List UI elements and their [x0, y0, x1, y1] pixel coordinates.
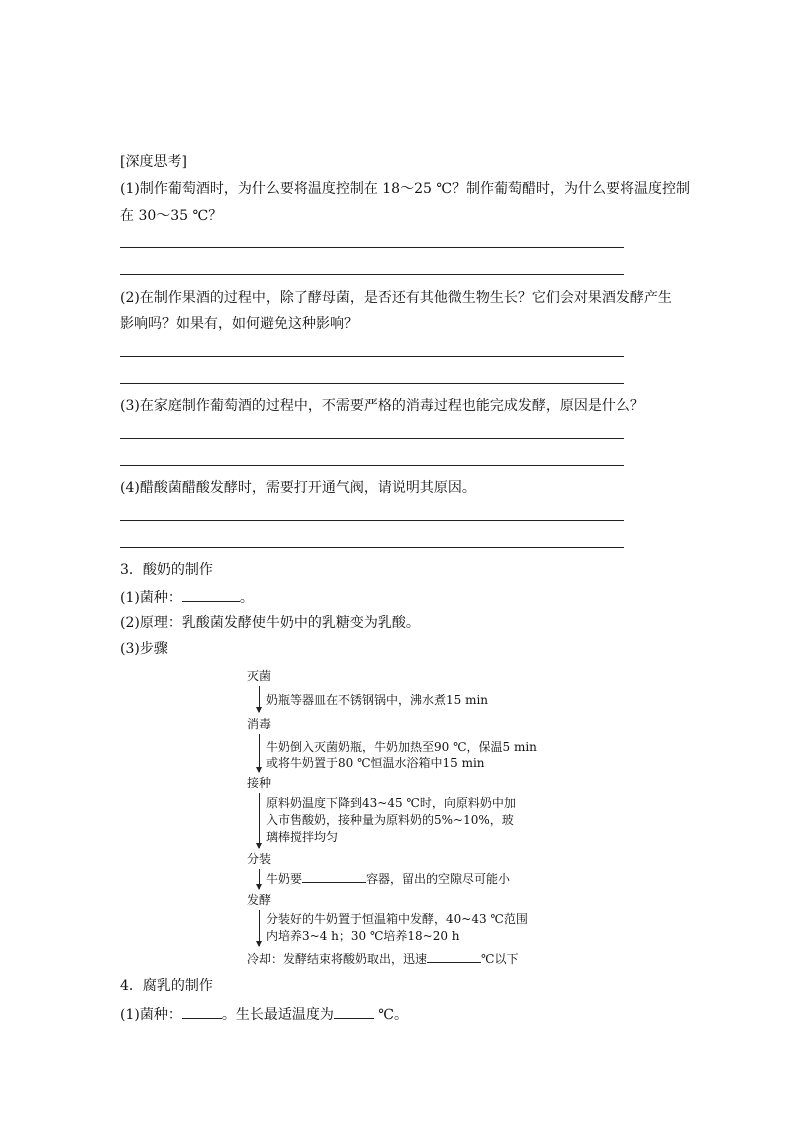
- step-dispense-post: 容器，留出的空隙尽可能小: [366, 872, 511, 886]
- answer-line[interactable]: [120, 438, 624, 439]
- sufu-strain-blank[interactable]: [182, 1004, 222, 1019]
- question-2-line-2: 影响吗？如果有，如何避免这种影响？: [120, 316, 358, 332]
- step-dispense-blank[interactable]: [302, 870, 366, 883]
- step-disinfect-text-2: 或将牛奶置于80 ℃恒温水浴箱中15 min: [266, 756, 485, 770]
- step-sterilize-title: 灭菌: [247, 669, 272, 683]
- sufu-strain-mid: 。生长最适温度为: [221, 1007, 334, 1023]
- yogurt-strain-end: 。: [239, 590, 254, 606]
- answer-line[interactable]: [120, 247, 624, 248]
- question-2-line-1: (2)在制作果酒的过程中，除了酵母菌，是否还有其他微生物生长？它们会对果酒发酵产生: [120, 290, 672, 306]
- step-dispense-pre: 牛奶要: [266, 872, 303, 886]
- step-disinfect-text-1: 牛奶倒入灭菌奶瓶，牛奶加热至90 ℃，保温5 min: [266, 740, 537, 754]
- answer-line[interactable]: [120, 520, 624, 521]
- step-inoculate-title: 接种: [247, 776, 272, 790]
- step-disinfect-title: 消毒: [247, 717, 272, 731]
- step-cool-pre: 冷却：发酵结束将酸奶取出，迅速: [247, 952, 428, 966]
- step-cool: [247, 950, 518, 967]
- question-1-line-1: (1)制作葡萄酒时，为什么要将温度控制在 18～25 ℃？制作葡萄醋时，为什么要将温度控制: [120, 181, 691, 197]
- sufu-strain-label: (1)菌种：: [120, 1007, 182, 1023]
- yogurt-principle: (2)原理：乳酸菌发酵使牛奶中的乳糖变为乳酸。: [120, 615, 420, 631]
- answer-line[interactable]: [120, 356, 624, 357]
- step-sterilize-text: 奶瓶等器皿在不锈钢锅中，沸水煮15 min: [266, 693, 489, 707]
- sufu-strain: [120, 1004, 408, 1024]
- sufu-temperature-blank[interactable]: [334, 1004, 374, 1019]
- step-cool-post: ℃以下: [481, 952, 519, 966]
- step-dispense-text: [266, 870, 510, 887]
- arrow-down-icon: [259, 869, 260, 889]
- sufu-heading: 4．腐乳的制作: [120, 978, 213, 994]
- step-inoculate-text-3: 璃棒搅拌均匀: [266, 830, 339, 844]
- yogurt-strain: [120, 587, 254, 607]
- step-inoculate-text-1: 原料奶温度下降到43~45 ℃时，向原料奶中加: [266, 796, 516, 810]
- step-inoculate-text-2: 入市售酸奶，接种量为原料奶的5%~10%，玻: [266, 813, 514, 827]
- yogurt-strain-label: (1)菌种：: [120, 590, 182, 606]
- question-1-line-2: 在 30～35 ℃？: [120, 208, 223, 224]
- step-ferment-text-1: 分装好的牛奶置于恒温箱中发酵，40~43 ℃范围: [266, 912, 528, 926]
- yogurt-steps-label: (3)步骤: [120, 641, 168, 657]
- step-ferment-title: 发酵: [247, 893, 272, 907]
- answer-line[interactable]: [120, 383, 624, 384]
- yogurt-heading: 3．酸奶的制作: [120, 562, 213, 578]
- section-heading: [深度思考]: [120, 154, 187, 170]
- question-4: (4)醋酸菌醋酸发酵时，需要打开通气阀，请说明其原因。: [120, 480, 476, 496]
- yogurt-strain-blank[interactable]: [182, 587, 240, 602]
- arrow-down-icon: [259, 734, 260, 772]
- answer-line[interactable]: [120, 465, 624, 466]
- sufu-strain-end: ℃。: [373, 1007, 408, 1023]
- arrow-down-icon: [259, 910, 260, 946]
- step-ferment-text-2: 内培养3~4 h；30 ℃培养18~20 h: [266, 929, 460, 943]
- step-cool-blank[interactable]: [427, 950, 481, 963]
- answer-line[interactable]: [120, 274, 624, 275]
- arrow-down-icon: [259, 793, 260, 848]
- arrow-down-icon: [259, 686, 260, 712]
- step-dispense-title: 分装: [247, 852, 272, 866]
- question-3: (3)在家庭制作葡萄酒的过程中，不需要严格的消毒过程也能完成发酵，原因是什么？: [120, 398, 644, 414]
- answer-line[interactable]: [120, 547, 624, 548]
